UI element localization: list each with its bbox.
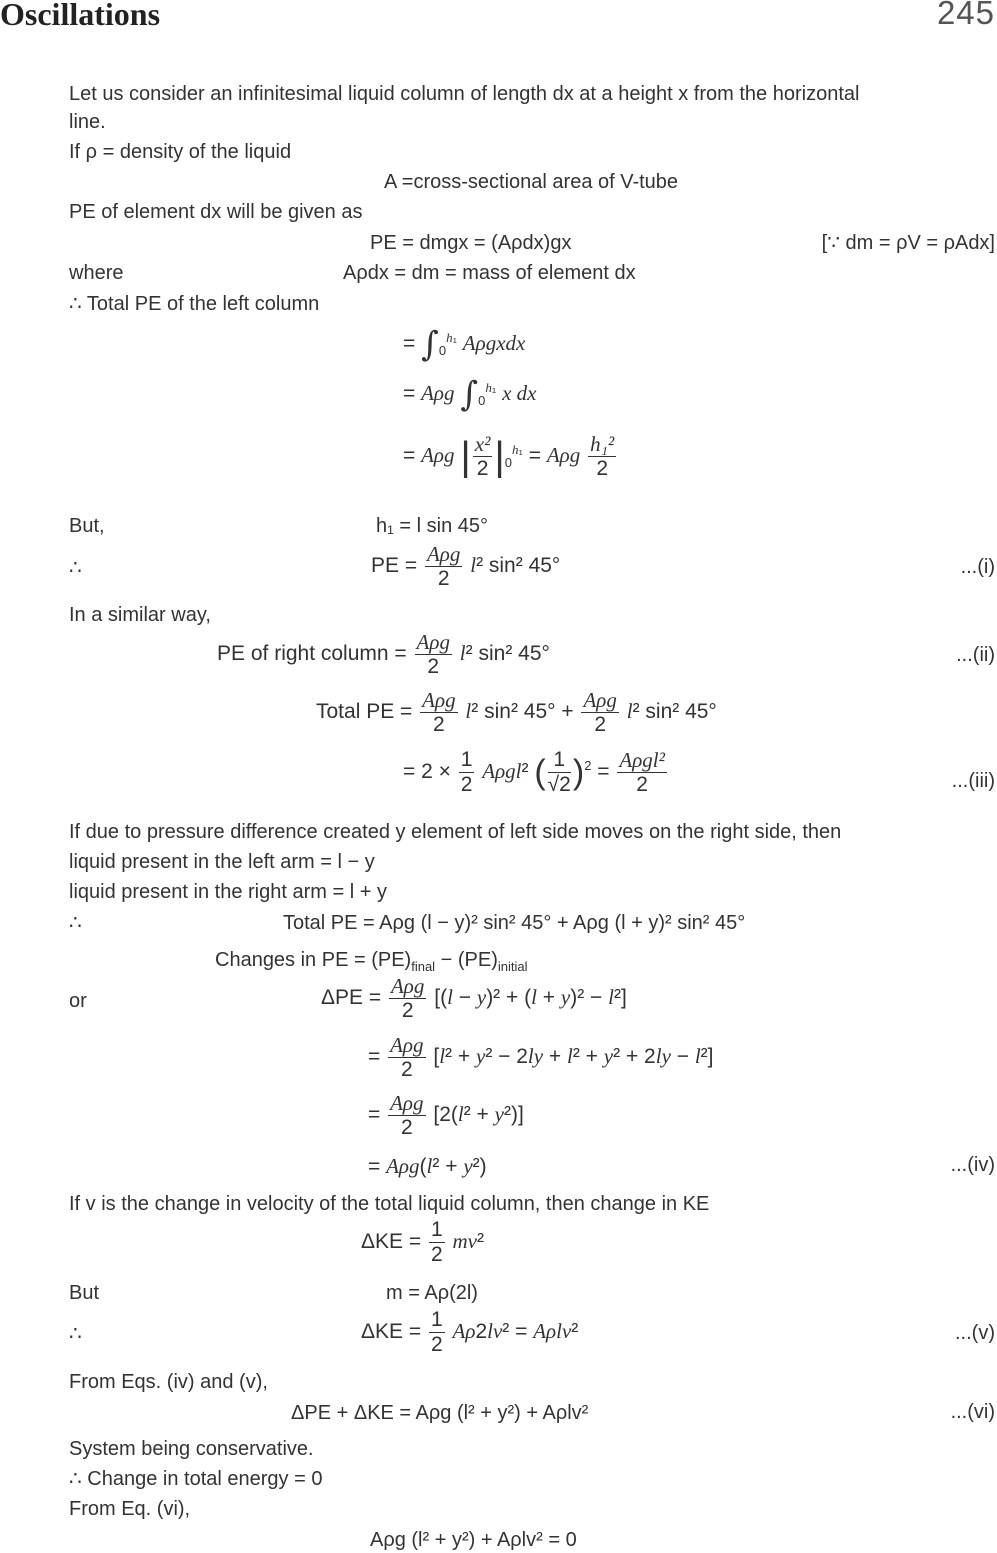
text-line: If v is the change in velocity of the total liquid column, then change in KE — [69, 1193, 710, 1215]
text-line: ∴ Total PE of the left column — [69, 293, 320, 315]
subscript-initial: initial — [497, 959, 528, 974]
therefore-symbol: ∴ — [69, 557, 82, 579]
text-line: ∴ Change in total energy = 0 — [69, 1468, 323, 1490]
text-line: Let us consider an infinitesimal liquid column of length dx at a height x from the horizontal — [69, 83, 860, 105]
equation: Total PE = Aρg (l − y)² sin² 45° + Aρg (l + y)² sin² 45° — [283, 912, 746, 934]
integral-step-3: = Aρg | $\frac{\text{x²}}{2}$ $|_0^{h_1} = A\rho g$ $\frac{\text{h₁²}}{2}$ — [403, 432, 615, 480]
integral-step-1: = $\int_0^{h_1}$ Aρgxdx — [403, 324, 526, 365]
equation-tag: ...(vi) — [950, 1401, 995, 1423]
minus-pe: − (PE) — [435, 949, 498, 971]
equation: Aρdx = dm = mass of element dx — [343, 262, 636, 284]
equation-tag: ...(iv) — [950, 1154, 995, 1176]
text-line: System being conservative. — [69, 1438, 314, 1460]
text-line: A =cross-sectional area of V-tube — [384, 171, 679, 193]
equation-iii: = 2 × $\frac{1}{2}$ Aρgl² ( $\frac{1}{√2}$ )$^2$ = $\frac{\text{Aρgl²}}{2}$ — [403, 748, 665, 796]
equation-note: [∵ dm = ρV = ρAdx] — [821, 232, 995, 254]
integral-step-2: = Aρg $\int_0^{h_1}$ x dx — [403, 374, 537, 415]
page-number: 245 — [936, 0, 995, 31]
final-equation: Aρg (l² + y²) + Aρlv² = 0 — [370, 1529, 577, 1551]
text-line: But, — [69, 515, 105, 537]
text-line: In a similar way, — [69, 604, 211, 626]
equation-i: PE = $\frac{\text{Aρg}}{2}$ l² sin² 45° — [371, 542, 561, 590]
text-line: If ρ = density of the liquid — [69, 141, 292, 163]
delta-ke-equation: ΔKE = $\frac{1}{2}$ mv² — [361, 1218, 485, 1266]
pe-right-label: PE of right column = — [217, 642, 407, 666]
equation-v: ΔKE = $\frac{1}{2}$ Aρ2lv² = Aρlv² — [361, 1308, 579, 1356]
equation-tag: ...(iii) — [951, 770, 995, 792]
text-line: liquid present in the left arm = l − y — [69, 851, 375, 873]
equation: m = Aρ(2l) — [386, 1282, 478, 1304]
text-line: From Eq. (vi), — [69, 1498, 191, 1520]
subscript-final: final — [411, 959, 436, 974]
therefore-symbol: ∴ — [69, 1323, 82, 1345]
equation-tag: ...(v) — [955, 1322, 995, 1344]
equation: PE = dmgx = (Aρdx)gx — [370, 232, 572, 254]
equation-tag: ...(i) — [960, 556, 995, 578]
text-line: But — [69, 1282, 100, 1304]
changes-label: Changes in PE = (PE) — [215, 949, 412, 971]
total-pe-equation: Total PE = $\frac{\text{Aρg}}{2}$ l² sin² 45° + $\frac{\text{Aρg}}{2}$ l² sin² 45° — [316, 688, 717, 736]
delta-pe-step-3: = $\frac{\text{Aρg}}{2}$ [2(l² + y²)] — [368, 1091, 524, 1139]
delta-pe-step-1: ΔPE = $\frac{\text{Aρg}}{2}$ [(l − y)² + (l + y)² − l²] — [321, 974, 627, 1022]
delta-pe-step-4: = Aρg(l² + y²) — [368, 1154, 487, 1178]
text-line: If due to pressure difference created y element of left side moves on the right side, then — [69, 821, 842, 843]
therefore-symbol: ∴ — [69, 912, 82, 934]
text-line: PE of element dx will be given as — [69, 201, 363, 223]
text-line: line. — [69, 111, 106, 133]
equation-tag: ...(ii) — [956, 644, 995, 666]
text-line: or — [69, 990, 87, 1012]
equation-vi: ΔPE + ΔKE = Aρg (l² + y²) + Aρlv² — [291, 1402, 589, 1424]
equation: h₁ = l sin 45° — [376, 515, 489, 537]
total-pe-label: Total PE = — [316, 700, 413, 724]
delta-pe-label: ΔPE = — [321, 986, 382, 1010]
equation-ii: PE of right column = $\frac{\text{Aρg}}{2}$ l² sin² 45° — [217, 630, 550, 678]
chapter-title: Oscillations — [0, 0, 161, 32]
delta-pe-step-2: = $\frac{\text{Aρg}}{2}$ [l² + y² − 2ly + l² + y² + 2ly − l²] — [368, 1033, 714, 1081]
delta-ke-label: ΔKE = — [361, 1230, 422, 1254]
text-line: From Eqs. (iv) and (v), — [69, 1371, 268, 1393]
text-line: where — [69, 262, 124, 284]
text-line: liquid present in the right arm = l + y — [69, 881, 387, 903]
